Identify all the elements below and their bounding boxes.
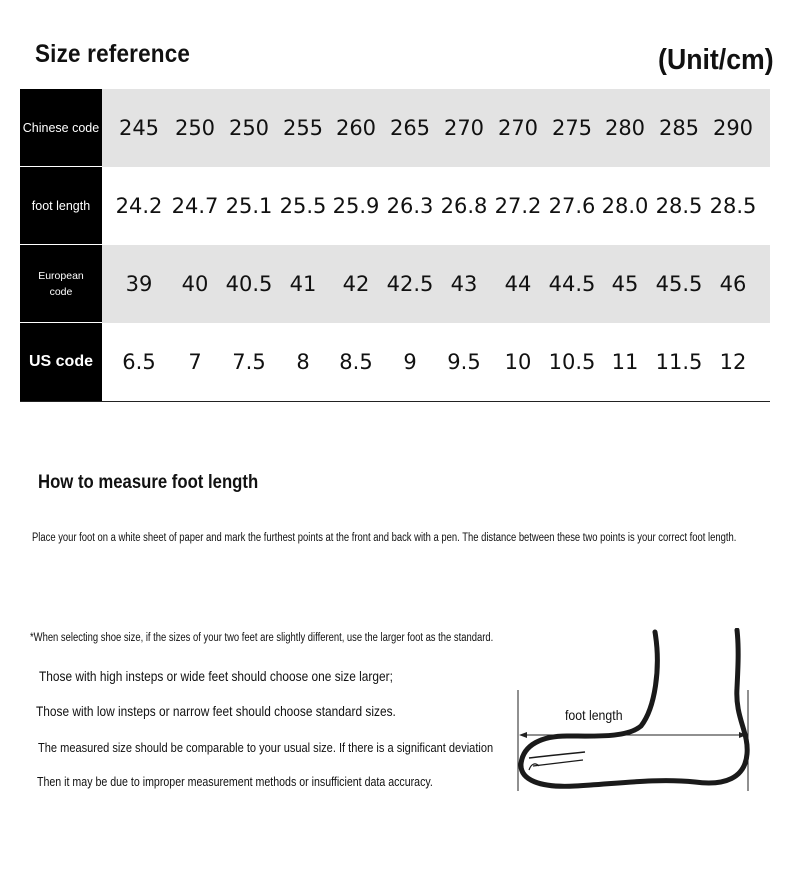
- table-cell: 265: [389, 116, 431, 140]
- table-cell: 42: [342, 272, 370, 296]
- table-cell: 7.5: [232, 350, 266, 374]
- size-reference-title: Size reference: [35, 40, 191, 68]
- shoe-size-note: *When selecting shoe size, if the sizes of your two feet are slightly different, use the larger foot as the standard.: [30, 632, 494, 644]
- table-cell: 9.5: [447, 350, 481, 374]
- table-cell: 44: [504, 272, 532, 296]
- table-cell: 46: [719, 272, 747, 296]
- table-cell: 40.5: [225, 272, 273, 296]
- table-cell: 290: [712, 116, 754, 140]
- table-cell: 10.5: [548, 350, 596, 374]
- table-cell: 8.5: [339, 350, 373, 374]
- foot-outline-icon: [521, 630, 747, 786]
- table-cell: 11.5: [655, 350, 703, 374]
- table-cell: 285: [658, 116, 700, 140]
- table-row-chinese-code: [20, 89, 770, 167]
- table-cell: 6.5: [122, 350, 156, 374]
- table-row-foot-length: [20, 167, 770, 245]
- table-cell: 26.3: [386, 194, 434, 218]
- table-cell: 275: [551, 116, 593, 140]
- row-header: [20, 167, 102, 245]
- table-cell: 28.5: [709, 194, 757, 218]
- table-cell: 24.7: [171, 194, 219, 218]
- table-cell: 28.5: [655, 194, 703, 218]
- table-cell: 250: [174, 116, 216, 140]
- row-header-label: US code: [28, 353, 93, 370]
- row-header: [20, 323, 102, 401]
- foot-length-label: foot length: [565, 707, 623, 723]
- table-cell: 28.0: [601, 194, 649, 218]
- table-cell: 40: [181, 272, 209, 296]
- table-cell: 280: [604, 116, 646, 140]
- table-cell: 25.5: [279, 194, 327, 218]
- table-cell: 45: [611, 272, 639, 296]
- table-cell: 44.5: [548, 272, 596, 296]
- table-cell: 270: [497, 116, 539, 140]
- table-cell: 250: [228, 116, 270, 140]
- table-cell: 9: [403, 350, 417, 374]
- table-cell: 41: [289, 272, 317, 296]
- table-cell: 45.5: [655, 272, 703, 296]
- table-cell: 42.5: [386, 272, 434, 296]
- table-cell: 255: [282, 116, 324, 140]
- unit-label: (Unit/cm): [658, 44, 774, 76]
- table-cell: 26.8: [440, 194, 488, 218]
- measure-instruction: Place your foot on a white sheet of paper and mark the furthest points at the front and back with a pen. The distance between these two points is your correct foot length.: [32, 532, 737, 544]
- table-cell: 27.6: [548, 194, 596, 218]
- row-cells: [102, 167, 770, 245]
- row-header-label: Chinese code: [22, 120, 100, 135]
- row-cells: [102, 323, 770, 401]
- table-cell: 7: [188, 350, 202, 374]
- row-header-label: foot length: [31, 198, 91, 213]
- table-cell: 24.2: [115, 194, 163, 218]
- arrow-left-icon: [519, 732, 527, 738]
- table-cell: 25.9: [332, 194, 380, 218]
- tip-low-instep: Those with low insteps or narrow feet should choose standard sizes.: [36, 703, 396, 719]
- table-cell: 25.1: [225, 194, 273, 218]
- foot-diagram: [515, 628, 755, 798]
- table-cell: 260: [335, 116, 377, 140]
- table-cell: 11: [611, 350, 639, 374]
- row-header: [20, 245, 102, 323]
- table-row-european-code: [20, 245, 770, 323]
- table-cell: 245: [118, 116, 160, 140]
- row-cells: [102, 245, 770, 323]
- tip-deviation: Then it may be due to improper measurement methods or insufficient data accuracy.: [37, 775, 433, 789]
- tip-high-instep: Those with high insteps or wide feet should choose one size larger;: [39, 668, 393, 684]
- table-cell: 39: [125, 272, 153, 296]
- table-cell: 10: [504, 350, 532, 374]
- table-row-us-code: [20, 323, 770, 401]
- table-cell: 8: [296, 350, 310, 374]
- tip-comparable: The measured size should be comparable to your usual size. If there is a significant deviation: [38, 740, 494, 755]
- table-cell: 12: [719, 350, 747, 374]
- table-cell: 270: [443, 116, 485, 140]
- how-to-measure-heading: How to measure foot length: [38, 472, 259, 493]
- row-header: [20, 89, 102, 167]
- row-header-label: European code: [38, 269, 84, 298]
- table-cell: 43: [450, 272, 478, 296]
- row-cells: [102, 89, 770, 167]
- table-cell: 27.2: [494, 194, 542, 218]
- size-table: [20, 89, 770, 402]
